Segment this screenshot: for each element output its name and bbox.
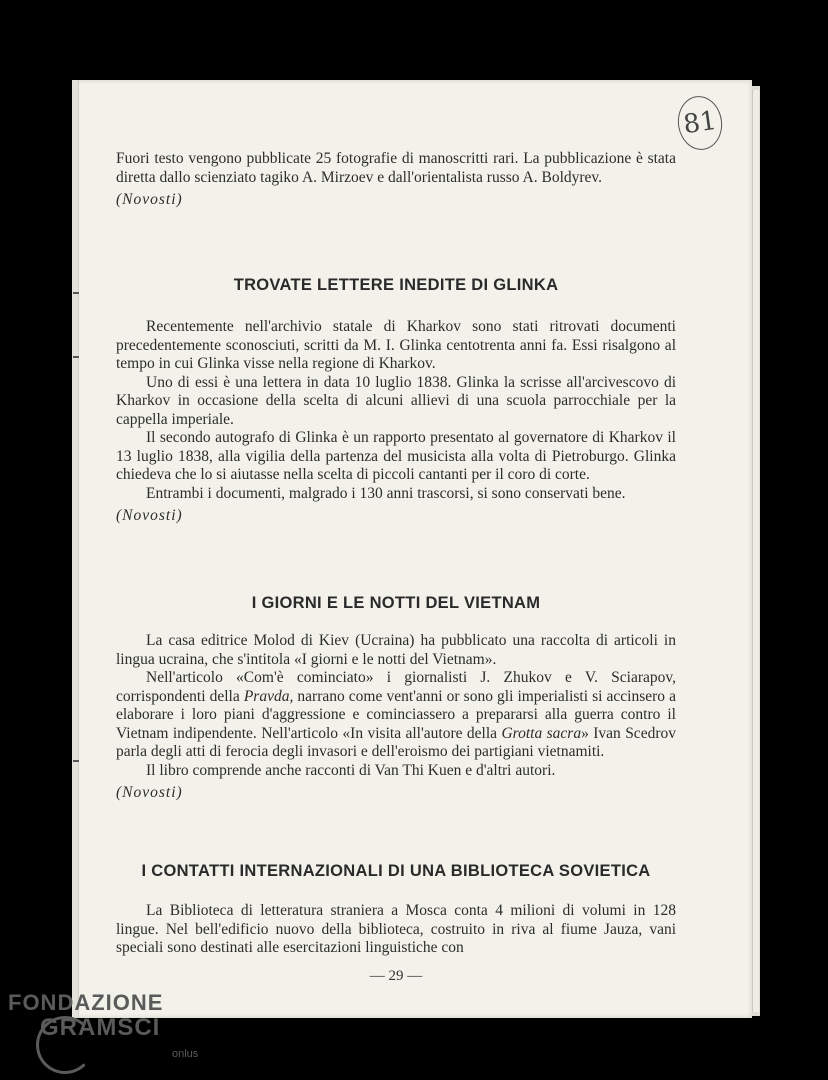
intro-paragraph: Fuori testo vengono pubblicate 25 fotografie di manoscritti rari. La pubblicazione è stata diretta dallo scienziato tagiko A. Mirzoev e dall'orientalista russo A. Boldyrev. [116, 150, 676, 186]
staple-mark [73, 292, 79, 294]
article2-text: Nell'articolo «Com'è cominciato» i giornalisti J. Zhukov e V. Sciarapov, corrispondenti della [116, 669, 676, 705]
article3-body [116, 902, 676, 958]
article1-paragraph: Entrambi i documenti, malgrado i 130 anni trascorsi, si sono conservati bene. [146, 484, 626, 502]
article1-paragraph: Il secondo autografo di Glinka è un rapporto presentato al governatore di Kharkov il 13 luglio 1838, alla vigilia della partenza del musicista alla volta di Pietroburgo. Glinka chiedeva che lo si aiutasse nella scelta di piccoli cantanti per il coro di corte. [116, 429, 676, 483]
article2-italic-title: Grotta sacra [501, 724, 582, 742]
article2-italic-title: Pravda, [243, 687, 294, 705]
article1-paragraph: Recentemente nell'archivio statale di Kharkov sono stati ritrovati documenti precedentemente sconosciuti, scritti da M. I. Glinka centotrenta anni fa. Essi risalgono al tempo in cui Glinka visse nella regione di Kharkov. [116, 318, 676, 372]
article3-title: I CONTATTI INTERNAZIONALI DI UNA BIBLIOTECA SOVIETICA [141, 862, 651, 880]
page-binding [72, 80, 79, 1018]
article1-paragraph: Uno di essi è una lettera in data 10 luglio 1838. Glinka la scrisse all'arcivescovo di Kharkov in occasione della scelta di alcuni allievi di una scuola parrocchiale per la cappella imperiale. [116, 373, 676, 428]
article2-paragraph: Il libro comprende anche racconti di Van Thi Kuen e d'altri autori. [146, 761, 556, 779]
watermark-line1: FONDAZIONE [8, 990, 164, 1015]
article1-title: TROVATE LETTERE INEDITE DI GLINKA [233, 276, 559, 294]
article1-source: (Novosti) [116, 507, 183, 524]
page-number: — 29 — [369, 968, 423, 984]
staple-mark [73, 760, 79, 762]
article2-body [116, 632, 676, 803]
watermark-line3: onlus [172, 1048, 199, 1060]
article2-source: (Novosti) [116, 784, 183, 801]
watermark-line2: GRAMSCI [40, 1014, 161, 1041]
article2-paragraph: La casa editrice Molod di Kiev (Ucraina) ha pubblicato una raccolta di articoli in lingua ucraina, che s'intitola «I giorni e le notti del Vietnam». [116, 632, 676, 668]
handwritten-page-number: 81 [674, 93, 725, 153]
page-stack-edge-inner [752, 90, 759, 1012]
intro-source: (Novosti) [116, 191, 183, 208]
staple-mark [73, 356, 79, 358]
article3-paragraph: La Biblioteca di letteratura straniera a Mosca conta 4 milioni di volumi in 128 lingue. Nel bell'edificio nuovo della biblioteca, costruito in riva al fiume Jauza, vani speciali sono destinati alle esercitazioni linguistiche con [116, 902, 676, 956]
article2-paragraph [116, 669, 676, 762]
article2-text: narrano come vent'anni or sono gli imperialisti si accinsero a elaborare i loro piani d'aggressione e cominciassero a prepararsi alla guerra contro il Vietnam indipendente. Nell'articolo «In visita all'autore della [116, 687, 676, 742]
article1-body [116, 318, 676, 526]
article2-text: » Ivan Scedrov parla degli atti di ferocia degli invasori e dell'eroismo dei partigiani vietnamiti. [116, 724, 676, 760]
intro-section [116, 150, 676, 210]
article2-title: I GIORNI E LE NOTTI DEL VIETNAM [251, 594, 541, 612]
